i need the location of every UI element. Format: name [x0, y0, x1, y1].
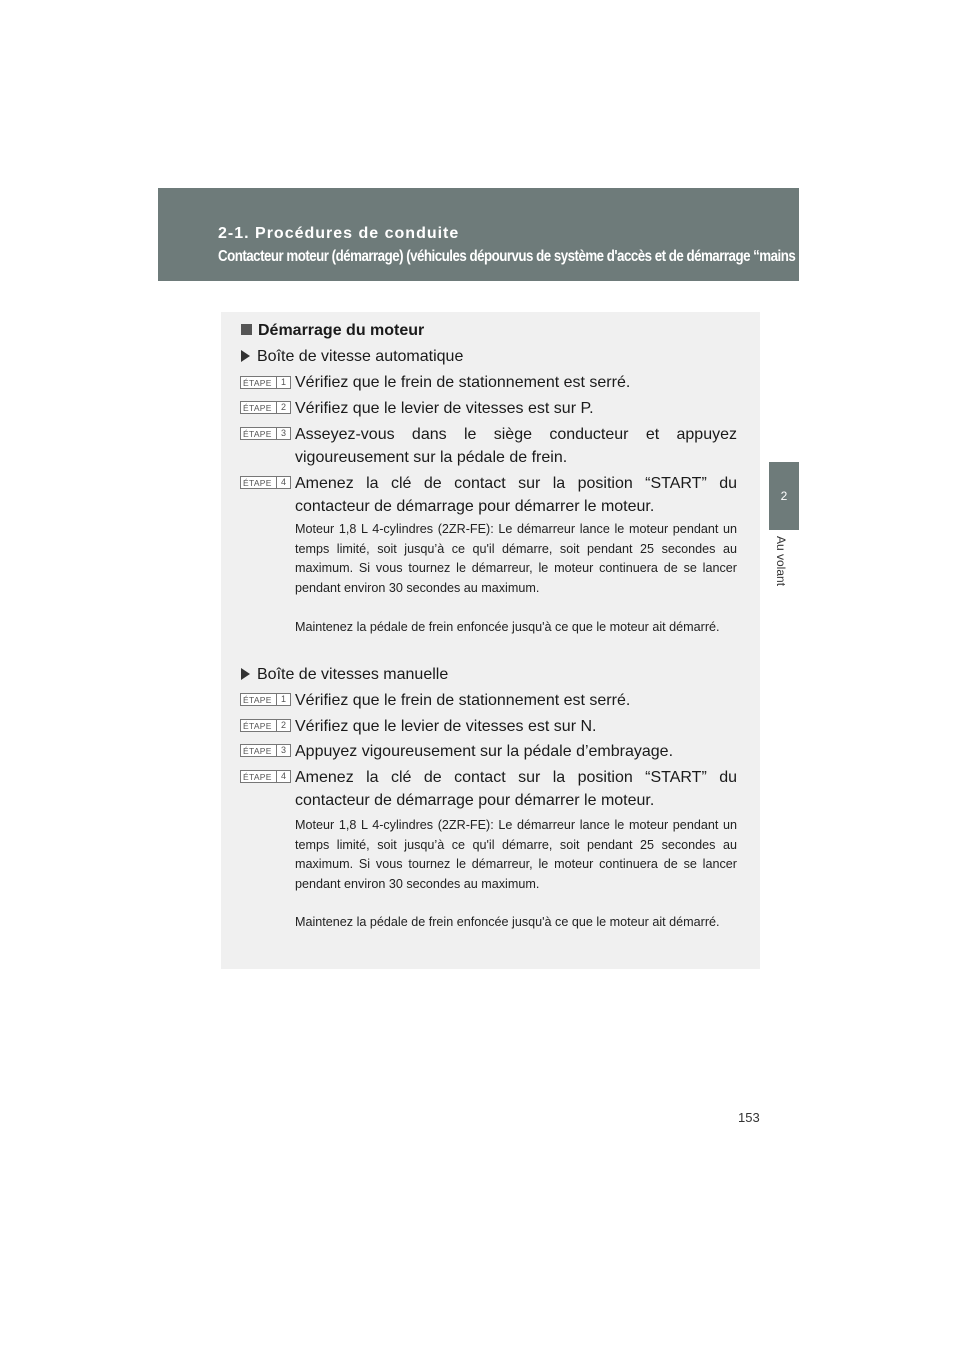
- step-badge: ÉTAPE 3: [240, 744, 291, 757]
- note-text: Maintenez la pédale de frein enfoncée jusqu'à ce que le moteur ait démarré.: [295, 620, 720, 634]
- step-badge: ÉTAPE 3: [240, 427, 291, 440]
- note-text: Maintenez la pédale de frein enfoncée jusqu'à ce que le moteur ait démarré.: [295, 915, 720, 929]
- step-text: Amenez la clé de contact sur la position “START” du contacteur de démarrage pour démarrer le moteur.: [295, 475, 737, 515]
- chapter-label: Au volant: [774, 536, 788, 587]
- step-text: Amenez la clé de contact sur la position “START” du contacteur de démarrage pour démarrer le moteur.: [295, 769, 737, 809]
- content-box: [221, 312, 760, 969]
- section-title: 2-1. Procédures de conduite: [218, 225, 460, 242]
- step-badge: ÉTAPE 4: [240, 770, 291, 783]
- chapter-number: 2: [780, 489, 788, 503]
- section-heading: Démarrage du moteur: [241, 322, 780, 340]
- step-text: Vérifiez que le frein de stationnement est serré.: [295, 692, 631, 709]
- chapter-tab[interactable]: [769, 462, 799, 530]
- step-text: Asseyez-vous dans le siège conducteur et appuyez vigoureusement sur la pédale de frein.: [295, 426, 737, 466]
- triangle-bullet-icon: [241, 668, 250, 680]
- step-text: Vérifiez que le levier de vitesses est sur N.: [295, 718, 597, 735]
- page-number: 153: [738, 1110, 760, 1125]
- step-badge: ÉTAPE 2: [240, 719, 291, 732]
- step-badge: ÉTAPE 4: [240, 476, 291, 489]
- subsection-automatic: Boîte de vitesse automatique: [241, 348, 780, 366]
- step-badge: ÉTAPE 2: [240, 401, 291, 414]
- step-text: Vérifiez que le frein de stationnement est serré.: [295, 374, 631, 391]
- page-title: Contacteur moteur (démarrage) (véhicules dépourvus de système d'accès et de démarrage “mains libres”): [218, 248, 841, 265]
- square-bullet-icon: [241, 324, 252, 335]
- step-text: Vérifiez que le levier de vitesses est sur P.: [295, 400, 594, 417]
- step-badge: ÉTAPE 1: [240, 693, 291, 706]
- note-text: Moteur 1,8 L 4-cylindres (2ZR-FE): Le démarreur lance le moteur pendant un temps limité, soit jusqu’à ce qu'il démarre, soit pendant 25 secondes au maximum. Si vous tournez le démarreur, le moteur continuera de se lancer pendant environ 30 secondes au maximum.: [295, 818, 737, 891]
- page-header: [158, 188, 841, 281]
- step-text: Appuyez vigoureusement sur la pédale d’embrayage.: [295, 743, 674, 760]
- triangle-bullet-icon: [241, 350, 250, 362]
- step-badge: ÉTAPE 1: [240, 376, 291, 389]
- subsection-manual: Boîte de vitesses manuelle: [241, 666, 780, 684]
- note-text: Moteur 1,8 L 4-cylindres (2ZR-FE): Le démarreur lance le moteur pendant un temps limité, soit jusqu’à ce qu'il démarre, soit pendant 25 secondes au maximum. Si vous tournez le démarreur, le moteur continuera de se lancer pendant environ 30 secondes au maximum.: [295, 522, 737, 595]
